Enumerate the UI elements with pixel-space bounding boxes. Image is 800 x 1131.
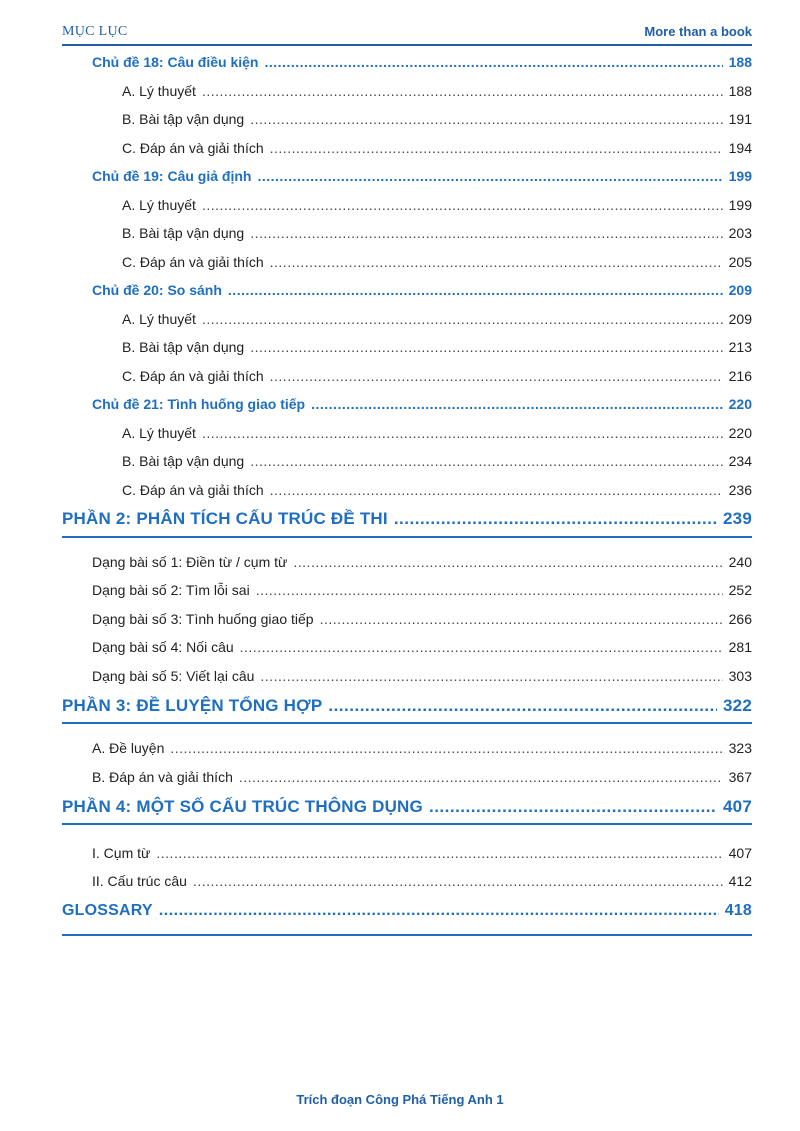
dot-leader (270, 140, 723, 156)
dot-leader (394, 509, 717, 529)
toc-label: PHẦN 2: PHÂN TÍCH CẤU TRÚC ĐỀ THI (62, 509, 388, 528)
dot-leader (270, 254, 723, 270)
toc-item[interactable] (62, 845, 752, 865)
toc-item[interactable] (62, 582, 752, 602)
toc-label: Chủ đề 18: Câu điều kiện (92, 54, 259, 70)
bottom-divider (62, 934, 752, 936)
toc-topic-18[interactable] (62, 54, 752, 74)
toc-glossary[interactable] (62, 902, 752, 926)
dot-leader (270, 368, 723, 384)
toc-item[interactable] (62, 339, 752, 359)
toc-label: C. Đáp án và giải thích (122, 368, 264, 384)
toc-topic-20[interactable] (62, 282, 752, 302)
toc-item[interactable] (62, 740, 752, 760)
toc-label: A. Đề luyện (92, 740, 165, 756)
toc-item[interactable] (62, 873, 752, 893)
toc-item[interactable] (62, 83, 752, 103)
toc-label: C. Đáp án và giải thích (122, 140, 264, 156)
toc-label: Dạng bài số 3: Tình huống giao tiếp (92, 611, 314, 627)
toc-page: 236 (728, 482, 752, 498)
toc-item[interactable] (62, 453, 752, 473)
dot-leader (429, 797, 717, 817)
dot-leader (260, 668, 722, 684)
part-divider (62, 536, 752, 538)
toc-page: 239 (723, 509, 752, 528)
toc-item[interactable] (62, 254, 752, 274)
toc-label: II. Cấu trúc câu (92, 873, 187, 889)
toc-label: Chủ đề 20: So sánh (92, 282, 222, 298)
toc-part-3[interactable] (62, 696, 752, 720)
toc-item[interactable] (62, 554, 752, 574)
toc-label: B. Bài tập vận dụng (122, 339, 245, 355)
toc-label: A. Lý thuyết (122, 311, 196, 327)
toc-label: GLOSSARY (62, 902, 153, 919)
dot-leader (159, 902, 719, 920)
toc-page: 209 (728, 311, 752, 327)
toc-page: 407 (723, 797, 752, 816)
toc-label: C. Đáp án và giải thích (122, 482, 264, 498)
part-divider (62, 722, 752, 724)
dot-leader (170, 740, 722, 756)
dot-leader (320, 611, 723, 627)
toc-item[interactable] (62, 225, 752, 245)
toc-item[interactable] (62, 197, 752, 217)
toc-item[interactable] (62, 425, 752, 445)
toc-page: 188 (728, 83, 752, 99)
toc-label: Dạng bài số 5: Viết lại câu (92, 668, 255, 684)
toc-label: Chủ đề 21: Tình huống giao tiếp (92, 396, 306, 412)
toc-page: 281 (728, 639, 752, 655)
toc-label: I. Cụm từ (92, 845, 151, 861)
toc-part-4[interactable] (62, 797, 752, 821)
toc-topic-19[interactable] (62, 168, 752, 188)
toc-item[interactable] (62, 769, 752, 789)
toc-page: 199 (728, 197, 752, 213)
dot-leader (202, 83, 723, 99)
toc-item[interactable] (62, 639, 752, 659)
toc-page: 199 (728, 168, 752, 184)
toc-label: A. Lý thuyết (122, 197, 196, 213)
toc-label: PHẦN 3: ĐỀ LUYỆN TỔNG HỢP (62, 696, 323, 715)
dot-leader (257, 168, 722, 184)
page-footer: Trích đoạn Công Phá Tiếng Anh 1 (296, 1092, 504, 1107)
dot-leader (293, 554, 722, 570)
toc-label: B. Đáp án và giải thích (92, 769, 233, 785)
dot-leader (256, 582, 723, 598)
dot-leader (202, 311, 723, 327)
toc-item[interactable] (62, 140, 752, 160)
header-tagline: More than a book (644, 24, 752, 39)
toc-label: Dạng bài số 1: Điền từ / cụm từ (92, 554, 288, 570)
toc-page: 203 (728, 225, 752, 241)
toc-page: 188 (728, 54, 752, 70)
toc-page: 367 (728, 769, 752, 785)
toc-label: A. Lý thuyết (122, 425, 196, 441)
toc-page: 407 (728, 845, 752, 861)
toc-item[interactable] (62, 368, 752, 388)
toc-part-2[interactable] (62, 509, 752, 533)
toc-label: Dạng bài số 2: Tìm lỗi sai (92, 582, 250, 598)
dot-leader (202, 425, 723, 441)
toc-page: 418 (724, 902, 752, 919)
dot-leader (250, 225, 722, 241)
toc-item[interactable] (62, 482, 752, 502)
dot-leader (193, 873, 723, 889)
toc-item[interactable] (62, 668, 752, 688)
toc-page: 322 (723, 696, 752, 715)
toc-label: C. Đáp án và giải thích (122, 254, 264, 270)
toc-label: B. Bài tập vận dụng (122, 111, 245, 127)
toc-item[interactable] (62, 111, 752, 131)
toc-label: Dạng bài số 4: Nối câu (92, 639, 234, 655)
toc-page: 412 (728, 873, 752, 889)
dot-leader (156, 845, 722, 861)
page-header (62, 24, 752, 42)
toc-topic-21[interactable] (62, 396, 752, 416)
part-divider (62, 823, 752, 825)
toc-page: 240 (728, 554, 752, 570)
toc-page: 209 (728, 282, 752, 298)
dot-leader (328, 696, 717, 716)
toc-item[interactable] (62, 611, 752, 631)
toc-label: A. Lý thuyết (122, 83, 196, 99)
dot-leader (202, 197, 723, 213)
dot-leader (264, 54, 722, 70)
toc-page: 303 (728, 668, 752, 684)
toc-label: B. Bài tập vận dụng (122, 225, 245, 241)
dot-leader (270, 482, 723, 498)
toc-page: 252 (728, 582, 752, 598)
header-title: MỤC LỤC (62, 24, 128, 39)
toc-label: Chủ đề 19: Câu giả định (92, 168, 252, 184)
dot-leader (250, 453, 722, 469)
toc-label: B. Bài tập vận dụng (122, 453, 245, 469)
toc-page: 213 (728, 339, 752, 355)
toc-page: 191 (728, 111, 752, 127)
toc-page: 216 (728, 368, 752, 384)
toc-item[interactable] (62, 311, 752, 331)
dot-leader (250, 339, 722, 355)
toc-page: 234 (728, 453, 752, 469)
header-divider (62, 44, 752, 46)
toc-page: 205 (728, 254, 752, 270)
dot-leader (239, 769, 723, 785)
dot-leader (311, 396, 723, 412)
toc-page: 266 (728, 611, 752, 627)
toc-page: 194 (728, 140, 752, 156)
dot-leader (240, 639, 723, 655)
toc-page: 220 (728, 396, 752, 412)
dot-leader (228, 282, 723, 298)
toc-label: PHẦN 4: MỘT SỐ CẤU TRÚC THÔNG DỤNG (62, 797, 423, 816)
toc-page: 220 (728, 425, 752, 441)
toc-page: 323 (728, 740, 752, 756)
dot-leader (250, 111, 722, 127)
